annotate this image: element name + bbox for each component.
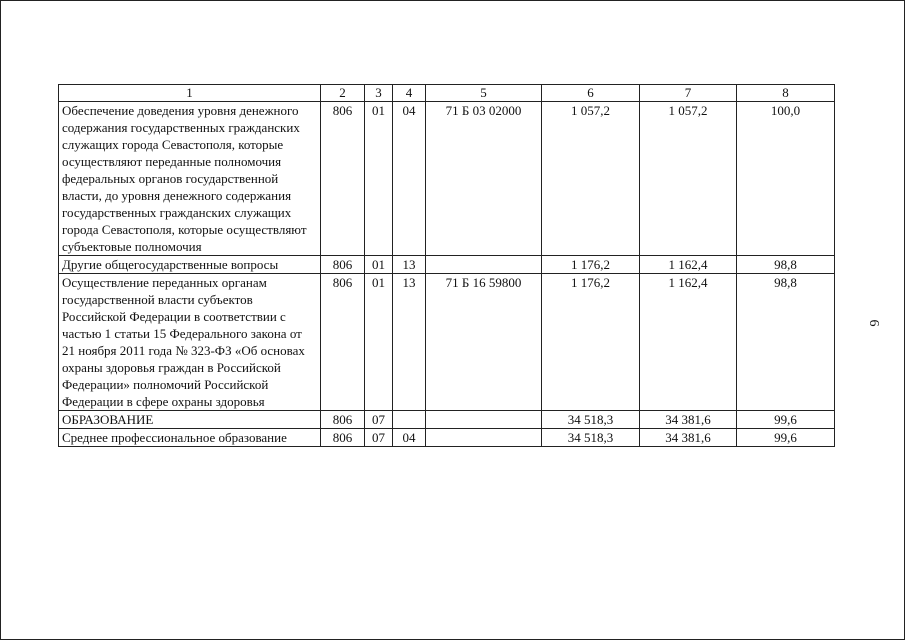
row-target bbox=[426, 256, 542, 274]
row-plan: 1 057,2 bbox=[542, 102, 640, 256]
row-name: Осуществление переданных органам государственной власти субъектов Российской Федерации в соответствии с частью 1 статьи 15 Федерального закона от 21 ноября 2011 года № 323-ФЗ «Об основах охраны здоровья граждан в Российской Федерации» полномочий Российской Федерации в сфере охраны здоровья bbox=[59, 274, 321, 411]
table-row bbox=[59, 429, 835, 447]
page-number: 6 bbox=[866, 319, 881, 327]
row-fact: 34 381,6 bbox=[640, 411, 737, 429]
row-section: 01 bbox=[365, 102, 393, 256]
row-percent: 99,6 bbox=[737, 429, 835, 447]
row-subsection: 13 bbox=[393, 256, 426, 274]
header-col-2: 2 bbox=[321, 85, 365, 102]
table-row bbox=[59, 274, 835, 411]
row-percent: 98,8 bbox=[737, 274, 835, 411]
row-fact: 1 057,2 bbox=[640, 102, 737, 256]
row-plan: 34 518,3 bbox=[542, 429, 640, 447]
row-name: Среднее профессиональное образование bbox=[59, 429, 321, 447]
row-plan: 1 176,2 bbox=[542, 256, 640, 274]
row-fact: 1 162,4 bbox=[640, 274, 737, 411]
table-header-row bbox=[59, 85, 835, 102]
row-target: 71 Б 03 02000 bbox=[426, 102, 542, 256]
row-subsection: 13 bbox=[393, 274, 426, 411]
row-code: 806 bbox=[321, 256, 365, 274]
row-code: 806 bbox=[321, 429, 365, 447]
row-name: ОБРАЗОВАНИЕ bbox=[59, 411, 321, 429]
row-percent: 98,8 bbox=[737, 256, 835, 274]
header-col-7: 7 bbox=[640, 85, 737, 102]
header-col-5: 5 bbox=[426, 85, 542, 102]
table-row bbox=[59, 411, 835, 429]
row-percent: 100,0 bbox=[737, 102, 835, 256]
row-section: 07 bbox=[365, 411, 393, 429]
row-name: Другие общегосударственные вопросы bbox=[59, 256, 321, 274]
row-code: 806 bbox=[321, 274, 365, 411]
row-section: 01 bbox=[365, 256, 393, 274]
row-subsection: 04 bbox=[393, 429, 426, 447]
table-row bbox=[59, 256, 835, 274]
row-fact: 34 381,6 bbox=[640, 429, 737, 447]
row-subsection: 04 bbox=[393, 102, 426, 256]
row-section: 01 bbox=[365, 274, 393, 411]
header-col-4: 4 bbox=[393, 85, 426, 102]
row-plan: 1 176,2 bbox=[542, 274, 640, 411]
row-fact: 1 162,4 bbox=[640, 256, 737, 274]
header-col-3: 3 bbox=[365, 85, 393, 102]
header-col-6: 6 bbox=[542, 85, 640, 102]
row-target bbox=[426, 411, 542, 429]
row-code: 806 bbox=[321, 102, 365, 256]
row-code: 806 bbox=[321, 411, 365, 429]
row-plan: 34 518,3 bbox=[542, 411, 640, 429]
table-row bbox=[59, 102, 835, 256]
row-name: Обеспечение доведения уровня денежного содержания государственных гражданских служащих города Севастополя, которые осуществляют переданные полномочия федеральных органов государственной власти, до уровня денежного содержания государственных гражданских служащих города Севастополя, которые осуществляют субъектовые полномочия bbox=[59, 102, 321, 256]
header-col-8: 8 bbox=[737, 85, 835, 102]
row-percent: 99,6 bbox=[737, 411, 835, 429]
header-col-1: 1 bbox=[59, 85, 321, 102]
budget-table bbox=[58, 84, 835, 447]
row-target: 71 Б 16 59800 bbox=[426, 274, 542, 411]
row-subsection bbox=[393, 411, 426, 429]
row-target bbox=[426, 429, 542, 447]
row-section: 07 bbox=[365, 429, 393, 447]
